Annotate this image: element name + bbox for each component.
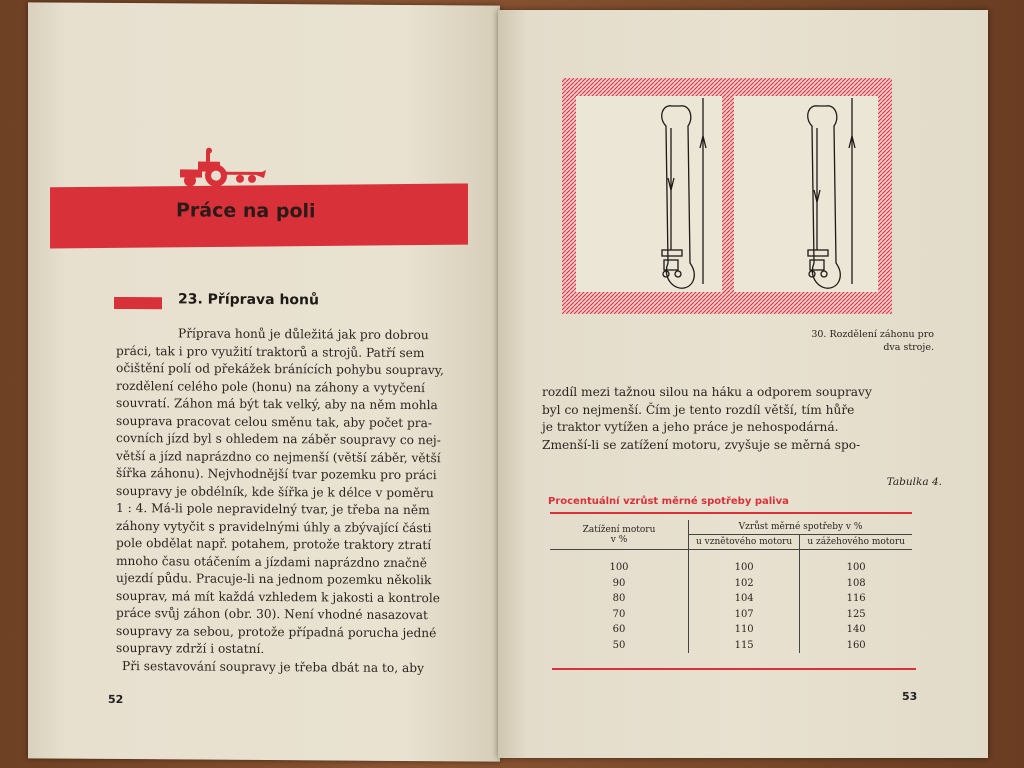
table-cell: 116 — [800, 591, 912, 607]
text-line: soupravy je obdélník, kde šířka je k délce v poměru — [116, 483, 434, 500]
table-cell: 70 — [612, 608, 626, 620]
table-cell: 125 — [800, 607, 912, 623]
section-title: 23. Příprava honů — [178, 291, 319, 309]
fuel-consumption-table — [550, 520, 912, 653]
table-label: Tabulka 4. — [886, 476, 942, 488]
page-number-left: 52 — [108, 692, 124, 707]
table-cell: 50 — [612, 639, 626, 651]
text-line: soupravy zdrží i ostatní. — [116, 640, 265, 657]
field-division-figure — [562, 78, 892, 314]
left-body-text — [116, 325, 470, 677]
text-line: souprav, má mít každá vzhledem k jakosti a kontrole — [116, 588, 441, 605]
text-line: je traktor vytížen a jeho práce je nehospodárná. — [542, 420, 839, 434]
text-line: větší a jízd naprázdno co nejmenší (větší záběr, větší — [116, 448, 441, 465]
text-line: mnoho času otáčením a jízdami naprázdno značně — [116, 553, 427, 570]
figure-caption — [754, 328, 934, 354]
table-cell: 100 — [609, 562, 629, 574]
table-row — [550, 622, 912, 638]
col-header-load — [550, 520, 689, 550]
table-cell: 104 — [689, 591, 800, 607]
table-row — [550, 550, 912, 576]
text-line: 1 : 4. Má-li pole nepravidelný tvar, je třeba na něm — [116, 500, 430, 518]
text-line: Při sestavování soupravy je třeba dbát na to, aby — [122, 658, 424, 675]
table-cell: 110 — [689, 622, 800, 638]
left-page — [28, 2, 500, 761]
right-page — [498, 10, 988, 758]
text-line: záhony vytyčit s pravidelnými úhly a zbývající části — [116, 518, 432, 535]
table-row — [550, 638, 912, 654]
col-header-diesel: u vznětového motoru — [689, 535, 800, 550]
col-header-petrol: u zážehového motoru — [800, 535, 912, 550]
table-title: Procentuální vzrůst měrné spotřeby paliva — [548, 496, 789, 507]
header-text: Zatížení motoru — [582, 524, 656, 535]
table-cell: 160 — [800, 638, 912, 654]
right-body-text — [542, 384, 906, 454]
text-line: pole obdělat např. potahem, protože traktory ztratí — [116, 535, 432, 553]
text-line: souprava pracovat celou směnu tak, aby počet pra- — [116, 413, 433, 430]
table-cell: 100 — [800, 550, 912, 576]
text-line: rozdělení celého pole (honu) na záhony a vytyčení — [116, 378, 425, 395]
open-book — [28, 4, 992, 764]
col-header-group: Vzrůst měrné spotřeby v % — [689, 520, 913, 535]
text-line: Příprava honů je důležitá jak pro dobrou — [178, 326, 429, 343]
table-top-rule — [550, 512, 912, 514]
table-bottom-rule — [552, 668, 916, 670]
page-number-right: 53 — [902, 690, 918, 703]
table-cell: 60 — [612, 624, 626, 636]
table-row — [550, 576, 912, 592]
table-cell: 90 — [612, 577, 626, 589]
table-cell: 80 — [612, 593, 626, 605]
text-line: práce svůj záhon (obr. 30). Není vhodné nasazovat — [116, 605, 428, 623]
text-line: byl co nejmenší. Čím je tento rozdíl větší, tím hůře — [542, 402, 855, 417]
text-line: práci, tak i pro využití traktorů a strojů. Patří sem — [116, 343, 425, 360]
text-line: očištění polí od překážek bránících pohybu soupravy, — [116, 360, 444, 378]
text-line: rozdíl mezi tažnou silou na háku a odporem soupravy — [542, 385, 872, 399]
table-cell: 108 — [800, 576, 912, 592]
table-cell: 140 — [800, 622, 912, 638]
text-line: covních jízd byl s ohledem na záběr soupravy co nej- — [116, 430, 441, 448]
section-marker — [114, 297, 162, 309]
text-line: Zmenší-li se zatížení motoru, zvyšuje se měrná spo- — [542, 437, 861, 452]
caption-line: 30. Rozdělení záhonu pro — [811, 329, 934, 340]
header-text: v % — [610, 534, 628, 545]
text-line: soupravy za sebou, protože případná porucha jedné — [116, 623, 437, 640]
table-cell: 100 — [689, 550, 800, 576]
tractor-icon — [176, 147, 266, 190]
text-line: souvratí. Záhon má být tak velký, aby na něm mohla — [116, 395, 438, 413]
table-cell: 115 — [689, 638, 800, 654]
caption-line: dva stroje. — [883, 342, 934, 353]
chapter-title: Práce na poli — [176, 199, 316, 223]
text-line: šířka záhonu). Nejvhodnější tvar pozemku pro práci — [116, 465, 437, 483]
table-cell: 107 — [689, 607, 800, 623]
text-line: ujezdí půdu. Pracuje-li na jednom pozemku několik — [116, 570, 432, 588]
table-cell: 102 — [689, 576, 800, 592]
table-row — [550, 607, 912, 623]
table-row — [550, 591, 912, 607]
